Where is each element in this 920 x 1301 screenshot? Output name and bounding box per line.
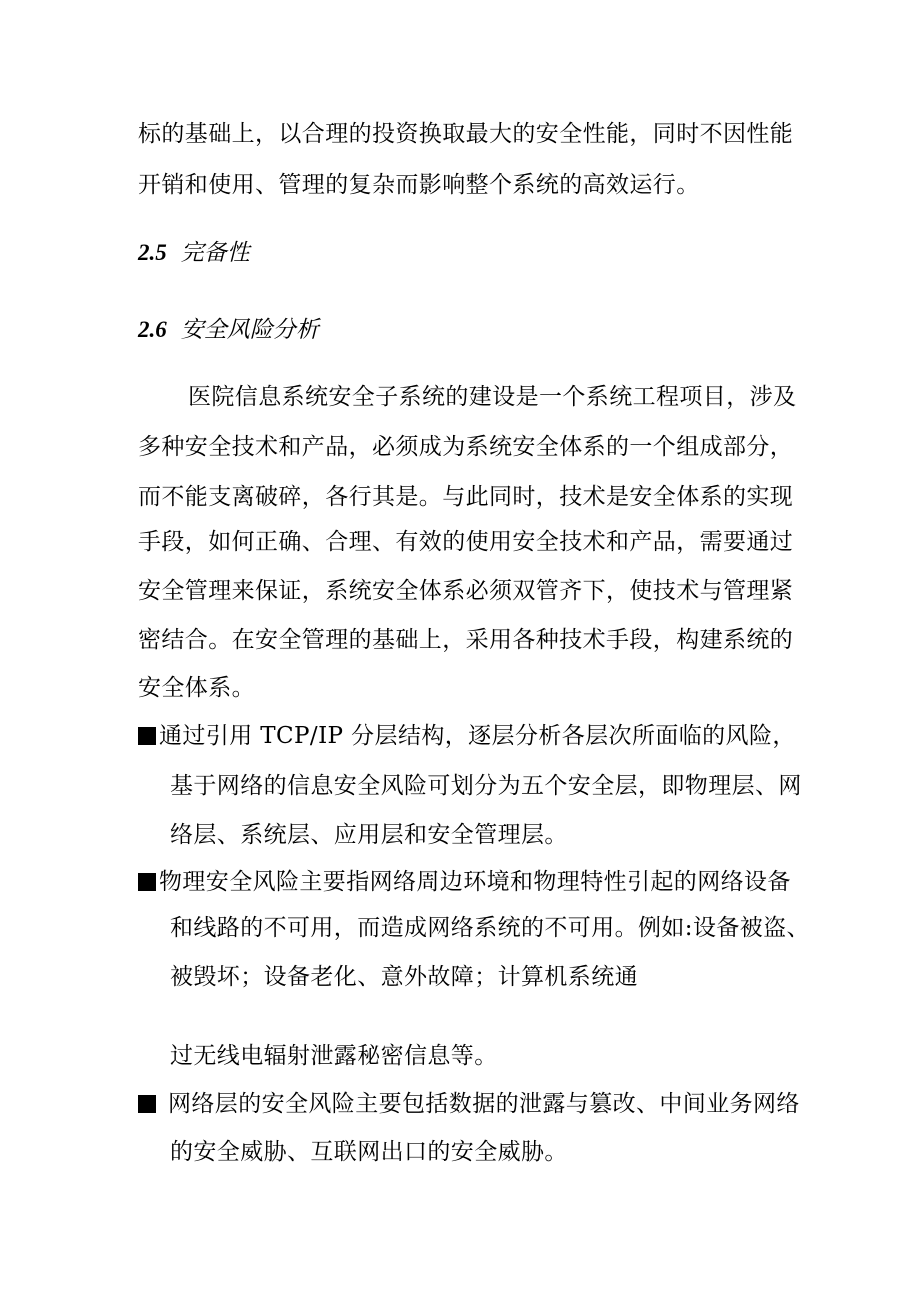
square-bullet-icon <box>138 873 156 891</box>
bullet-line: 基于网络的信息安全风险可划分为五个安全层，即物理层、网 <box>170 773 802 799</box>
paragraph-line: 安全体系。 <box>138 675 255 701</box>
bullet-text: 通过引用 TCP/IP 分层结构，逐层分析各层次所面临的风险， <box>159 723 796 749</box>
section-title: 安全风险分析 <box>180 317 319 343</box>
paragraph-line: 而不能支离破碎，各行其是。与此同时，技术是安全体系的实现 <box>138 484 794 510</box>
section-number: 2.6 <box>138 317 167 342</box>
bullet-line: 的安全威胁、互联网出口的安全威胁。 <box>170 1139 568 1165</box>
bullet-line: 和线路的不可用，而造成网络系统的不可用。例如:设备被盗、 <box>170 915 810 941</box>
section-heading <box>138 238 250 268</box>
bullet-line: 被毁坏；设备老化、意外故障；计算机系统通 <box>170 964 638 990</box>
bullet-item <box>138 721 818 751</box>
bullet-text: 物理安全风险主要指网络周边环境和物理特性引起的网络设备 <box>159 869 791 895</box>
paragraph-line: 多种安全技术和产品，必须成为系统安全体系的一个组成部分， <box>138 434 794 460</box>
section-number: 2.5 <box>138 240 167 265</box>
bullet-line: 络层、系统层、应用层和安全管理层。 <box>170 822 568 848</box>
square-bullet-icon <box>138 727 156 745</box>
bullet-item <box>138 867 818 897</box>
paragraph-line: 医院信息系统安全子系统的建设是一个系统工程项目，涉及 <box>188 384 797 410</box>
paragraph-line: 手段，如何正确、合理、有效的使用安全技术和产品，需要通过 <box>138 529 794 555</box>
bullet-line: 过无线电辐射泄露秘密信息等。 <box>170 1043 498 1069</box>
bullet-item <box>138 1089 818 1119</box>
square-bullet-icon <box>138 1095 156 1113</box>
section-heading <box>138 315 319 345</box>
paragraph-line: 密结合。在安全管理的基础上，采用各种技术手段，构建系统的 <box>138 627 794 653</box>
intro-line: 标的基础上，以合理的投资换取最大的安全性能，同时不因性能 <box>138 121 794 147</box>
intro-line: 开销和使用、管理的复杂而影响整个系统的高效运行。 <box>138 172 700 198</box>
paragraph-line: 安全管理来保证，系统安全体系必须双管齐下，使技术与管理紧 <box>138 578 794 604</box>
section-title: 完备性 <box>180 240 250 266</box>
bullet-text: 网络层的安全风险主要包括数据的泄露与篡改、中间业务网络 <box>168 1091 800 1117</box>
